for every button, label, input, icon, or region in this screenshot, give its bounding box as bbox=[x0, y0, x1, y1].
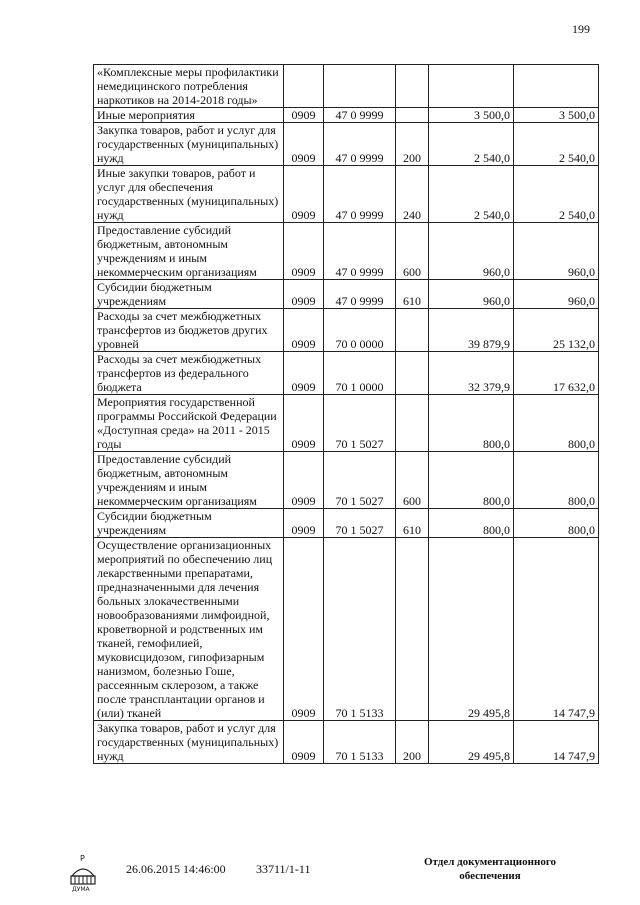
amount-2017-cell: 800,0 bbox=[514, 395, 599, 452]
table-row bbox=[94, 166, 599, 223]
article-code-cell: 70 1 5027 bbox=[324, 509, 396, 538]
amount-2016-cell: 800,0 bbox=[429, 509, 514, 538]
expense-type-cell bbox=[396, 538, 429, 721]
section-code-cell: 0909 bbox=[284, 223, 324, 280]
amount-2017-cell: 800,0 bbox=[514, 452, 599, 509]
expense-type-cell bbox=[396, 395, 429, 452]
amount-2017-cell: 2 540,0 bbox=[514, 123, 599, 166]
row-name-cell: Осуществление организационных мероприятий по обеспечению лиц лекарственными препаратами, предназначенными для лечения больных злокачественными новообразованиями лимфоидной, кроветворной и родственных им тканей, гемофилией, муковисцидозом, гипофизарным нанизмом, болезнью Гоше, рассеянным склерозом, а также после трансплантации органов и (или) тканей bbox=[94, 538, 284, 721]
article-code-cell: 47 0 9999 bbox=[324, 108, 396, 123]
row-name-cell: Закупка товаров, работ и услуг для государственных (муниципальных) нужд bbox=[94, 123, 284, 166]
amount-2017-cell: 14 747,9 bbox=[514, 721, 599, 764]
table-row bbox=[94, 509, 599, 538]
department-stamp-line: Отдел документационного bbox=[423, 856, 557, 868]
amount-2017-cell bbox=[514, 65, 599, 108]
amount-2016-cell bbox=[429, 65, 514, 108]
amount-2016-cell: 800,0 bbox=[429, 395, 514, 452]
section-code-cell: 0909 bbox=[284, 280, 324, 309]
expense-type-cell bbox=[396, 65, 429, 108]
section-code-cell: 0909 bbox=[284, 108, 324, 123]
amount-2016-cell: 29 495,8 bbox=[429, 721, 514, 764]
row-name-cell: Расходы за счет межбюджетных трансфертов из федерального бюджета bbox=[94, 352, 284, 395]
row-name-cell: Закупка товаров, работ и услуг для государственных (муниципальных) нужд bbox=[94, 721, 284, 764]
article-code-cell: 70 1 5027 bbox=[324, 395, 396, 452]
amount-2016-cell: 960,0 bbox=[429, 223, 514, 280]
amount-2017-cell: 3 500,0 bbox=[514, 108, 599, 123]
article-code-cell: 47 0 9999 bbox=[324, 166, 396, 223]
expense-type-cell: 600 bbox=[396, 223, 429, 280]
row-name-cell: Предоставление субсидий бюджетным, автономным учреждениям и иным некоммерческим организациям bbox=[94, 452, 284, 509]
amount-2016-cell: 29 495,8 bbox=[429, 538, 514, 721]
expense-type-cell: 610 bbox=[396, 509, 429, 538]
article-code-cell: 47 0 9999 bbox=[324, 223, 396, 280]
amount-2017-cell: 960,0 bbox=[514, 223, 599, 280]
svg-text:ДУМА: ДУМА bbox=[72, 886, 90, 892]
section-code-cell: 0909 bbox=[284, 309, 324, 352]
section-code-cell: 0909 bbox=[284, 395, 324, 452]
table-row bbox=[94, 395, 599, 452]
table-row bbox=[94, 352, 599, 395]
amount-2017-cell: 14 747,9 bbox=[514, 538, 599, 721]
section-code-cell: 0909 bbox=[284, 123, 324, 166]
section-code-cell: 0909 bbox=[284, 721, 324, 764]
svg-text:Р: Р bbox=[80, 854, 85, 863]
table-row bbox=[94, 65, 599, 108]
expense-type-cell: 240 bbox=[396, 166, 429, 223]
row-name-cell: Предоставление субсидий бюджетным, автономным учреждениям и иным некоммерческим организациям bbox=[94, 223, 284, 280]
department-stamp bbox=[420, 855, 560, 883]
section-code-cell: 0909 bbox=[284, 509, 324, 538]
footer-timestamp: 26.06.2015 14:46:00 bbox=[126, 862, 226, 876]
table-row bbox=[94, 280, 599, 309]
table-row bbox=[94, 452, 599, 509]
table-row bbox=[94, 721, 599, 764]
table-row bbox=[94, 123, 599, 166]
section-code-cell bbox=[284, 65, 324, 108]
section-code-cell: 0909 bbox=[284, 452, 324, 509]
department-stamp-line: обеспечения bbox=[459, 870, 521, 882]
expense-type-cell: 610 bbox=[396, 280, 429, 309]
section-code-cell: 0909 bbox=[284, 538, 324, 721]
amount-2017-cell: 25 132,0 bbox=[514, 309, 599, 352]
article-code-cell: 70 1 5133 bbox=[324, 538, 396, 721]
row-name-cell: Иные закупки товаров, работ и услуг для обеспечения государственных (муниципальных) нужд bbox=[94, 166, 284, 223]
row-name-cell: Мероприятия государственной программы Российской Федерации «Доступная среда» на 2011 - 2015 годы bbox=[94, 395, 284, 452]
budget-table bbox=[93, 64, 599, 764]
article-code-cell bbox=[324, 65, 396, 108]
expense-type-cell: 600 bbox=[396, 452, 429, 509]
article-code-cell: 47 0 9999 bbox=[324, 280, 396, 309]
row-name-cell: Расходы за счет межбюджетных трансфертов из бюджетов других уровней bbox=[94, 309, 284, 352]
amount-2016-cell: 2 540,0 bbox=[429, 166, 514, 223]
amount-2016-cell: 2 540,0 bbox=[429, 123, 514, 166]
row-name-cell: Субсидии бюджетным учреждениям bbox=[94, 280, 284, 309]
expense-type-cell bbox=[396, 352, 429, 395]
amount-2017-cell: 960,0 bbox=[514, 280, 599, 309]
expense-type-cell: 200 bbox=[396, 123, 429, 166]
amount-2017-cell: 17 632,0 bbox=[514, 352, 599, 395]
section-code-cell: 0909 bbox=[284, 352, 324, 395]
table-row bbox=[94, 108, 599, 123]
table-row bbox=[94, 223, 599, 280]
article-code-cell: 70 1 5133 bbox=[324, 721, 396, 764]
amount-2017-cell: 800,0 bbox=[514, 509, 599, 538]
footer-document-id: 33711/1-11 bbox=[256, 862, 311, 876]
amount-2016-cell: 32 379,9 bbox=[429, 352, 514, 395]
row-name-cell: Субсидии бюджетным учреждениям bbox=[94, 509, 284, 538]
section-code-cell: 0909 bbox=[284, 166, 324, 223]
amount-2016-cell: 39 879,9 bbox=[429, 309, 514, 352]
expense-type-cell: 200 bbox=[396, 721, 429, 764]
amount-2016-cell: 960,0 bbox=[429, 280, 514, 309]
table-row bbox=[94, 538, 599, 721]
page-number: 199 bbox=[572, 22, 590, 36]
row-name-cell: «Комплексные меры профилактики немедицинского потребления наркотиков на 2014-2018 годы» bbox=[94, 65, 284, 108]
article-code-cell: 70 1 5027 bbox=[324, 452, 396, 509]
table-row bbox=[94, 309, 599, 352]
amount-2016-cell: 800,0 bbox=[429, 452, 514, 509]
article-code-cell: 70 1 0000 bbox=[324, 352, 396, 395]
amount-2016-cell: 3 500,0 bbox=[429, 108, 514, 123]
article-code-cell: 70 0 0000 bbox=[324, 309, 396, 352]
article-code-cell: 47 0 9999 bbox=[324, 123, 396, 166]
amount-2017-cell: 2 540,0 bbox=[514, 166, 599, 223]
row-name-cell: Иные мероприятия bbox=[94, 108, 284, 123]
expense-type-cell bbox=[396, 309, 429, 352]
expense-type-cell bbox=[396, 108, 429, 123]
duma-emblem-icon bbox=[66, 852, 100, 897]
